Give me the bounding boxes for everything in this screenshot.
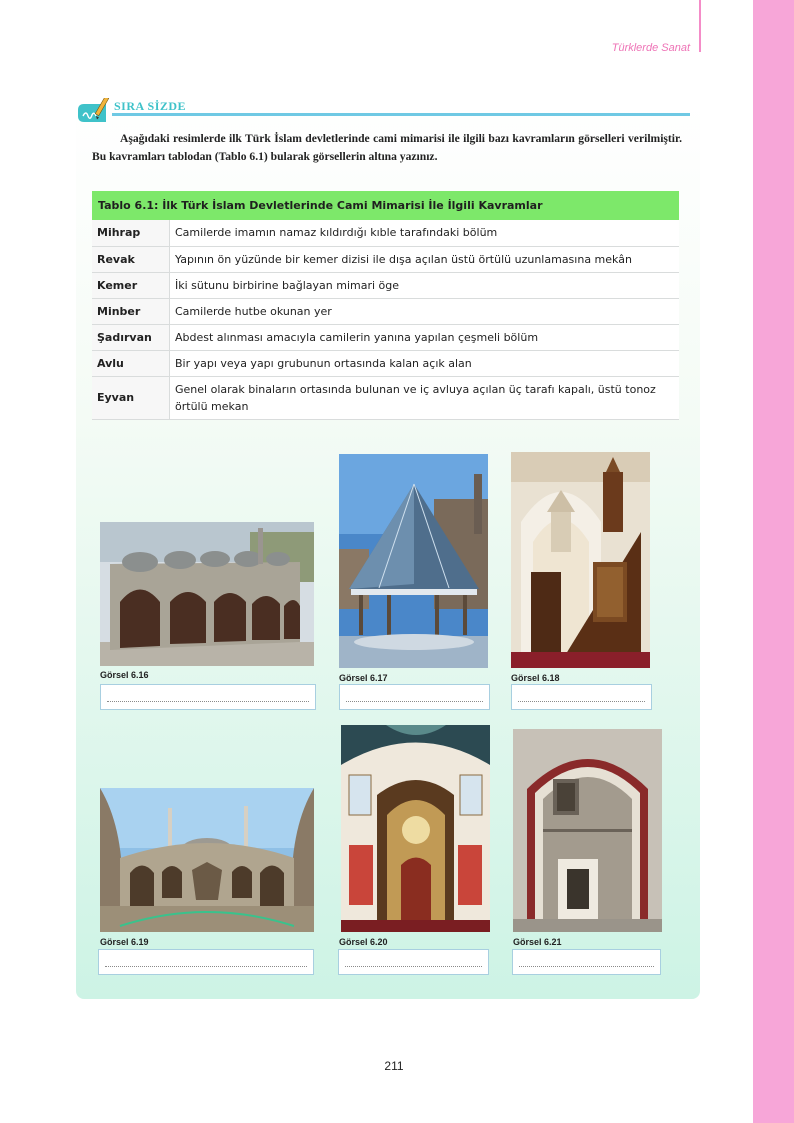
term-cell: Minber bbox=[92, 298, 170, 324]
table-caption: Tablo 6.1: İlk Türk İslam Devletlerinde Cami Mimarisi İle İlgili Kavramlar bbox=[92, 191, 679, 220]
pencil-writing-icon bbox=[76, 98, 112, 124]
concepts-table bbox=[92, 191, 679, 420]
photo-courtyard bbox=[100, 788, 314, 932]
running-title: Türklerde Sanat bbox=[611, 42, 690, 54]
definition-cell: Bir yapı veya yapı grubunun ortasında kalan açık alan bbox=[170, 350, 680, 376]
answer-box-gorsel-6-18[interactable] bbox=[511, 684, 652, 710]
photo-sadirvan bbox=[339, 454, 488, 668]
answer-box-gorsel-6-17[interactable] bbox=[339, 684, 490, 710]
photo-minber bbox=[511, 452, 650, 668]
photo-arch bbox=[513, 729, 662, 932]
term-cell: Mihrap bbox=[92, 220, 170, 246]
activity-title: SIRA SİZDE bbox=[114, 99, 187, 113]
activity-header bbox=[76, 94, 700, 126]
caption-gorsel-6-20: Görsel 6.20 bbox=[339, 937, 388, 947]
term-cell: Avlu bbox=[92, 350, 170, 376]
term-cell: Eyvan bbox=[92, 376, 170, 419]
table-row bbox=[92, 272, 679, 298]
page-number: 211 bbox=[384, 1059, 404, 1073]
definition-cell: Genel olarak binaların ortasında bulunan ve iç avluya açılan üç tarafı kapalı, üstü tonoz örtülü mekan bbox=[170, 376, 680, 419]
photo-mihrap bbox=[341, 725, 490, 932]
activity-instructions: Aşağıdaki resimlerde ilk Türk İslam devletlerinde cami mimarisi ile ilgili bazı kavramların görselleri verilmiştir. Bu kavramları tablodan (Tablo 6.1) bularak görsellerin altına yazınız. bbox=[92, 132, 682, 163]
caption-gorsel-6-19: Görsel 6.19 bbox=[100, 937, 149, 947]
term-cell: Kemer bbox=[92, 272, 170, 298]
side-color-strip bbox=[753, 0, 794, 1123]
table-row bbox=[92, 350, 679, 376]
table-row bbox=[92, 376, 679, 419]
caption-gorsel-6-16: Görsel 6.16 bbox=[100, 670, 149, 680]
table-row bbox=[92, 298, 679, 324]
table-row bbox=[92, 220, 679, 246]
header-divider bbox=[699, 0, 701, 52]
caption-gorsel-6-17: Görsel 6.17 bbox=[339, 673, 388, 683]
answer-box-gorsel-6-19[interactable] bbox=[98, 949, 314, 975]
answer-box-gorsel-6-16[interactable] bbox=[100, 684, 316, 710]
definition-cell: Abdest alınması amacıyla camilerin yanına yapılan çeşmeli bölüm bbox=[170, 324, 680, 350]
answer-box-gorsel-6-21[interactable] bbox=[512, 949, 661, 975]
table-row bbox=[92, 246, 679, 272]
answer-box-gorsel-6-20[interactable] bbox=[338, 949, 489, 975]
photo-portico bbox=[100, 522, 314, 666]
definition-cell: İki sütunu birbirine bağlayan mimari öge bbox=[170, 272, 680, 298]
definition-cell: Camilerde hutbe okunan yer bbox=[170, 298, 680, 324]
term-cell: Revak bbox=[92, 246, 170, 272]
term-cell: Şadırvan bbox=[92, 324, 170, 350]
caption-gorsel-6-18: Görsel 6.18 bbox=[511, 673, 560, 683]
header-rule bbox=[112, 113, 690, 116]
caption-gorsel-6-21: Görsel 6.21 bbox=[513, 937, 562, 947]
table-row bbox=[92, 324, 679, 350]
definition-cell: Camilerde imamın namaz kıldırdığı kıble tarafındaki bölüm bbox=[170, 220, 680, 246]
definition-cell: Yapının ön yüzünde bir kemer dizisi ile dışa açılan üstü örtülü uzunlamasına mekân bbox=[170, 246, 680, 272]
